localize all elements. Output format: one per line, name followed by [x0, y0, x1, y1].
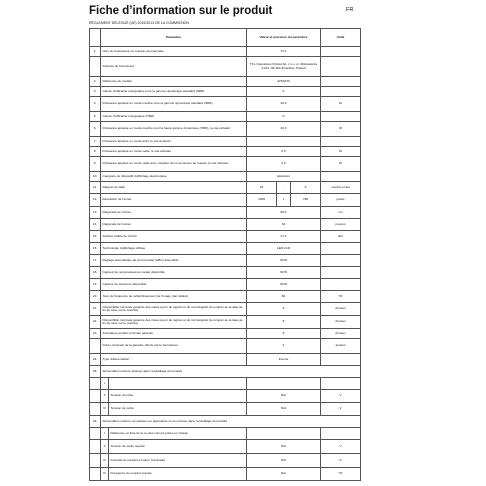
sub-row — [90, 440, 361, 454]
row-unit — [321, 87, 361, 97]
row-value: 60 — [247, 291, 321, 303]
row-unit: W — [321, 157, 361, 172]
sub-row-blank — [90, 403, 101, 416]
row-label: Réglage automatique de la luminosité (ABC) disponible — [101, 255, 247, 267]
row-value: F — [247, 87, 321, 97]
sub-row-label: Tension d’entrée — [109, 390, 247, 403]
row-value: 8 — [247, 316, 321, 329]
row-label: Puissance appelée en mode veille, le cas échéant — [101, 147, 247, 157]
row-number: 8. — [90, 147, 101, 157]
row-value-sep: x — [277, 194, 291, 207]
row-number: 19. — [90, 279, 101, 291]
row-label: Catégorie de dispositif d’affichage électronique — [101, 172, 247, 182]
row-number: 22. — [90, 316, 101, 329]
row-unit: W — [321, 122, 361, 137]
header-number-cell — [90, 29, 101, 47]
table-row — [90, 329, 361, 339]
header-value: Valeur et précision du paramètre — [247, 29, 321, 47]
page-title: Fiche d’information sur le produit — [89, 5, 273, 17]
row-number: 10. — [90, 172, 101, 182]
table-row — [90, 87, 361, 97]
row-label: Technologie d’affichage utilisée — [101, 243, 247, 255]
row-value: 2 — [247, 339, 321, 354]
row-label: Puissance appelée en mode marche pour la gamme dynamique standard (SDR) — [101, 97, 247, 112]
table-row — [90, 243, 361, 255]
table-row — [90, 207, 361, 219]
row-number: 3. — [90, 87, 101, 97]
row-unit — [321, 279, 361, 291]
row-value-b: 768 — [291, 194, 321, 207]
row-label: Puissance appelée en mode arrêt, le cas échéant — [101, 137, 247, 147]
row-unit: nombre entier — [321, 182, 361, 194]
row-value-a: 16 — [247, 182, 277, 194]
section-number: 26. — [90, 416, 101, 428]
row-unit: années — [321, 339, 361, 354]
row-number: 20. — [90, 291, 101, 303]
table-row — [90, 157, 361, 172]
table-row — [90, 267, 361, 279]
row-number — [90, 57, 101, 77]
sub-row-value — [247, 378, 321, 390]
row-number: 24. — [90, 354, 101, 366]
sub-row-unit — [321, 378, 361, 390]
table-row — [90, 354, 361, 366]
sub-row-value: N/A — [247, 468, 321, 481]
sub-row-roman: I — [101, 428, 109, 440]
section-label: Alimentation externe (incluse dans l’emballage du produit) — [101, 366, 361, 378]
row-value: NON — [247, 267, 321, 279]
table-row — [90, 77, 361, 87]
sub-row — [90, 390, 361, 403]
row-number: 17. — [90, 255, 101, 267]
sub-row-value: N/A — [247, 440, 321, 454]
row-label: Type d’alimentation : — [101, 354, 247, 366]
sub-row-roman: I — [101, 378, 109, 390]
table-row — [90, 316, 361, 329]
row-value: 40,0 — [247, 122, 321, 137]
row-value: TCL — [247, 47, 321, 57]
row-unit — [321, 172, 361, 182]
row-label: Capteur de reconnaissance vocale disponible — [101, 267, 247, 279]
row-number: 18. — [90, 267, 101, 279]
regulation-reference: RÈGLEMENT DÉLÉGUÉ (UE) 2019/2013 DE LA COMMISSION — [89, 21, 189, 25]
row-unit: pouces — [321, 219, 361, 231]
row-value-b: 9 — [291, 182, 321, 194]
sub-row-blank — [90, 454, 101, 468]
row-label: Taux de fréquence de rafraîchissement de l’image (par défaut) — [101, 291, 247, 303]
row-number: 14. — [90, 219, 101, 231]
table-row — [90, 291, 361, 303]
row-label: Disponibilité minimale garantie des mises à jour du logiciel et du micrologiciel (à compter de la date de fin de mise sur le marché) — [101, 316, 247, 329]
row-label: Rapport de taille — [101, 182, 247, 194]
table-row — [90, 182, 361, 194]
table-row — [90, 47, 361, 57]
sub-row-unit — [321, 428, 361, 440]
row-unit — [321, 255, 361, 267]
row-unit: Années — [321, 329, 361, 339]
language-code: FR — [346, 7, 354, 13]
row-unit — [321, 267, 361, 279]
table-row — [90, 219, 361, 231]
sub-row-blank — [90, 390, 101, 403]
row-label: Durée minimale de la garantie offerte par le fournisseur — [101, 339, 247, 354]
table-row — [90, 255, 361, 267]
row-value: NON — [247, 279, 321, 291]
row-number: 9. — [90, 157, 101, 172]
row-number: 4. — [90, 97, 101, 112]
row-value: Interne — [247, 354, 321, 366]
row-unit: dm² — [321, 231, 361, 243]
row-value: 8 — [247, 329, 321, 339]
row-number — [90, 339, 101, 354]
row-value: 8 — [247, 303, 321, 316]
product-info-table — [89, 28, 361, 481]
row-unit — [321, 47, 361, 57]
table-row — [90, 194, 361, 207]
row-number: 11. — [90, 182, 101, 194]
sub-row-unit: V — [321, 403, 361, 416]
table-row — [90, 112, 361, 122]
sub-row-blank — [90, 440, 101, 454]
table-row — [90, 97, 361, 112]
row-unit — [321, 77, 361, 87]
row-number: 16. — [90, 243, 101, 255]
row-value: 32 — [247, 219, 321, 231]
row-label: Classe d’efficacité énergétique (HDR) — [101, 112, 247, 122]
row-number: 21. — [90, 303, 101, 316]
table-row — [90, 172, 361, 182]
row-value: 80,0 — [247, 207, 321, 219]
sub-row-label: Intensité du courant à fournir (minimale) — [109, 454, 247, 468]
sub-row-roman: III — [101, 403, 109, 416]
row-unit: Années — [321, 303, 361, 316]
sub-row-unit: V — [321, 440, 361, 454]
row-value: G — [247, 112, 321, 122]
row-label: Puissance appelée en mode veille avec maintien de la connexion au réseau, le cas échéant — [101, 157, 247, 172]
section-number: 25. — [90, 366, 101, 378]
table-row — [90, 279, 361, 291]
sub-row-label: Référence ou liste de la ou des normes prises en charge — [109, 428, 247, 440]
sub-row-label: Fréquence du courant requise — [109, 468, 247, 481]
sub-row-value: N/A — [247, 390, 321, 403]
row-unit: W — [321, 147, 361, 157]
row-number: 12. — [90, 194, 101, 207]
sub-row-roman: III — [101, 454, 109, 468]
row-unit: W — [321, 97, 361, 112]
row-label: Diagonale de l’écran — [101, 207, 247, 219]
row-number: 13. — [90, 207, 101, 219]
row-label: Classe d’efficacité énergétique pour la gamme dynamique standard (SDR) — [101, 87, 247, 97]
sub-row-roman: II — [101, 440, 109, 454]
row-number: 2. — [90, 77, 101, 87]
row-unit: cm — [321, 207, 361, 219]
table-row — [90, 137, 361, 147]
sub-row-value: N/A — [247, 454, 321, 468]
sub-row-roman: IV — [101, 468, 109, 481]
section-row — [90, 416, 361, 428]
sub-row-unit: Hz — [321, 468, 361, 481]
table-row — [90, 122, 361, 137]
row-label: Référence du modèle — [101, 77, 247, 87]
table-row — [90, 57, 361, 77]
row-unit: pixels — [321, 194, 361, 207]
header-parameter: Paramètre — [101, 29, 247, 47]
sub-row — [90, 454, 361, 468]
row-number: 6. — [90, 122, 101, 137]
row-unit: - — [321, 137, 361, 147]
sub-row-blank — [90, 468, 101, 481]
sub-row — [90, 428, 361, 440]
table-row — [90, 147, 361, 157]
sub-row-label — [109, 378, 247, 390]
row-label: Disponibilité minimale garantie des mises à jour du logiciel et du micrologiciel (à compter de la date de fin de mise sur le marché) — [101, 303, 247, 316]
row-value: 26,0 — [247, 97, 321, 112]
row-label: Résolution de l’écran — [101, 194, 247, 207]
row-label: Capteur de présence disponible — [101, 279, 247, 291]
row-label: Nom du fournisseur ou marque commerciale — [101, 47, 247, 57]
row-value: 32S6130 — [247, 77, 321, 87]
row-value-sep: : — [277, 182, 291, 194]
sub-row-blank — [90, 428, 101, 440]
row-label: Diagonale de l’écran — [101, 219, 247, 231]
row-number: 5. — [90, 112, 101, 122]
sub-row — [90, 403, 361, 416]
row-value: TCL Operations Polska Sp. z o.o. ul. Mickiewicza 31/41, 96-300 Żyrardów, Poland — [247, 57, 321, 77]
row-value: 2,0 — [247, 157, 321, 172]
row-label: Adresse du fournisseur — [101, 57, 247, 77]
row-number: 7. — [90, 137, 101, 147]
table-row — [90, 303, 361, 316]
sub-row-unit: A — [321, 454, 361, 468]
row-unit — [321, 243, 361, 255]
row-label: Assistance produit minimale garantie — [101, 329, 247, 339]
row-number: 15. — [90, 231, 101, 243]
row-unit: Années — [321, 316, 361, 329]
row-value: 0,5 — [247, 147, 321, 157]
section-row — [90, 366, 361, 378]
row-unit: Hz — [321, 291, 361, 303]
table-header-row — [90, 29, 361, 47]
sub-row-roman: II — [101, 390, 109, 403]
row-unit — [321, 354, 361, 366]
sub-row-unit: V — [321, 390, 361, 403]
sub-row — [90, 468, 361, 481]
table-row — [90, 339, 361, 354]
sub-row-label: Tension de sortie requise — [109, 440, 247, 454]
row-value: 27,4 — [247, 231, 321, 243]
row-label: Surface visible de l’écran — [101, 231, 247, 243]
row-value-a: 1366 — [247, 194, 277, 207]
row-number: 23. — [90, 329, 101, 339]
sub-row-value — [247, 428, 321, 440]
row-label: Puissance appelée en mode marche pour la haute gamme dynamique (HDR), le cas échéant — [101, 122, 247, 137]
sub-row-label: Tension de sortie — [109, 403, 247, 416]
row-value: NON — [247, 255, 321, 267]
sub-row — [90, 378, 361, 390]
row-unit — [321, 57, 361, 77]
row-unit — [321, 112, 361, 122]
row-number: 1. — [90, 47, 101, 57]
section-label: Alimentation externe normalisée (ou appropriée si non incluse dans l’emballage du produit) — [101, 416, 361, 428]
header-unit: Unité — [321, 29, 361, 47]
row-value: LED LCD — [247, 243, 321, 255]
sub-row-value: N/A — [247, 403, 321, 416]
row-value: - — [247, 137, 321, 147]
sub-row-blank — [90, 378, 101, 390]
table-row — [90, 231, 361, 243]
row-value: télévision — [247, 172, 321, 182]
